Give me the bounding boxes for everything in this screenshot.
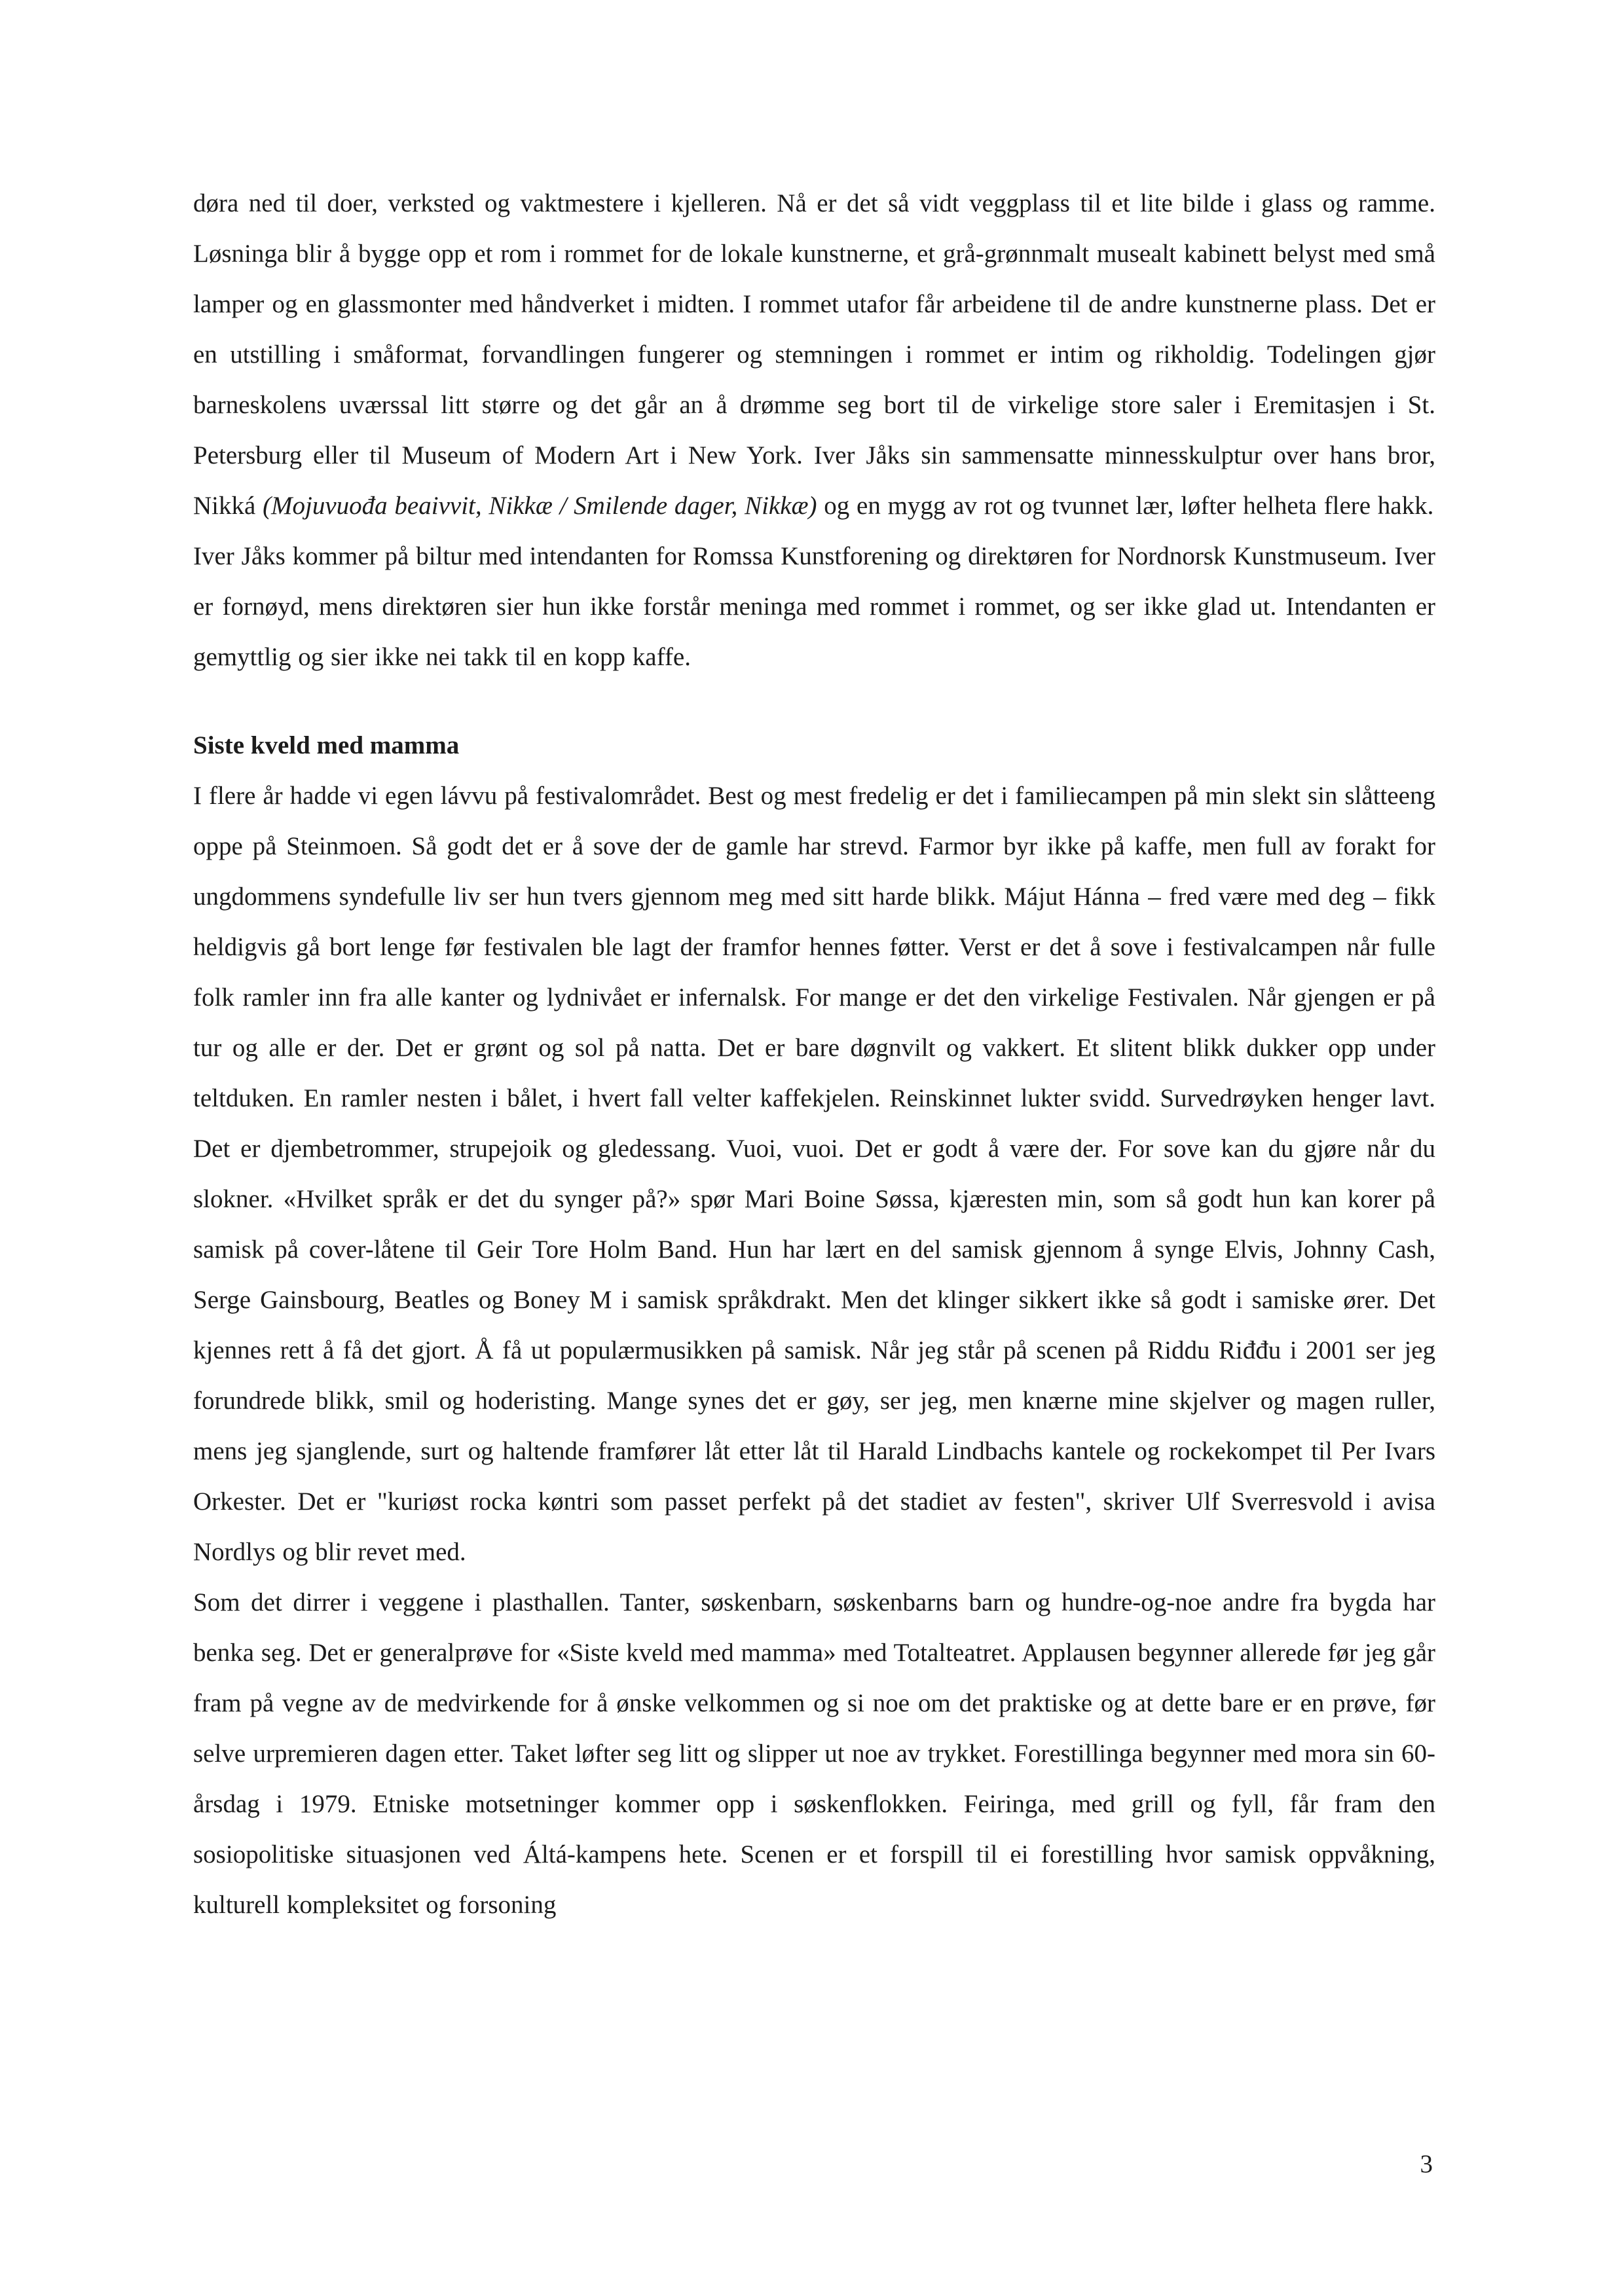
page-number: 3 [1420,2150,1433,2178]
paragraph: Iver Jåks kommer på biltur med intendanten for Romssa Kunstforening og direktøren for Nordnorsk Kunstmuseum. Iver er fornøyd, mens direktøren sier hun ikke forstår meninga med rommet i rommet, og ser ikke glad ut. Intendanten er gemyttlig og sier ikke nei takk til en kopp kaffe. [193,542,1435,671]
paragraph-text: og en mygg av rot og tvunnet lær, løfter helheta flere hakk. [817,492,1434,520]
paragraph: I flere år hadde vi egen lávvu på festivalområdet. Best og mest fredelig er det i familiecampen på min slekt sin slåtteeng oppe på Steinmoen. Så godt det er å sove der de gamle har strevd. Farmor byr ikke på kaffe, men full av forakt for ungdommens syndefulle liv ser hun tvers gjennom meg med sitt harde blikk. Májut Hánna – fred være med deg – fikk heldigvis gå bort lenge før festivalen ble lagt der framfor hennes føtter. Verst er det å sove i festivalcampen når fulle folk ramler inn fra alle kanter og lydnivået er infernalsk. For mange er det den virkelige Festivalen. Når gjengen er på tur og alle er der. Det er grønt og sol på natta. Det er bare døgnvilt og vakkert. Et slitent blikk dukker opp under teltduken. En ramler nesten i bålet, i hvert fall velter kaffekjelen. Reinskinnet lukter svidd. Survedrøyken henger lavt. Det er djembetrommer, strupejoik og gledessang. Vuoi, vuoi. Det er godt å være der. For sove kan du gjøre når du slokner. «Hvilket språk er det du synger på?» spør Mari Boine Søssa, kjæresten min, som så godt hun kan korer på samisk på cover-låtene til Geir Tore Holm Band. Hun har lært en del samisk gjennom å synge Elvis, Johnny Cash, Serge Gainsbourg, Beatles og Boney M i samisk språkdrakt. Men det klinger sikkert ikke så godt i samiske ører. Det kjennes rett å få det gjort. Å få ut populærmusikken på samisk. Når jeg står på scenen på Riddu Riđđu i 2001 ser jeg forundrede blikk, smil og hoderisting. Mange synes det er gøy, ser jeg, men knærne mine skjelver og magen ruller, mens jeg sjanglende, surt og haltende framfører låt etter låt til Harald Lindbachs kantele og rockekompet til Per Ivars Orkester. Det er "kuriøst rocka køntri som passet perfekt på det stadiet av festen", skriver Ulf Sverresvold i avisa Nordlys og blir revet med. [193,782,1435,1566]
paragraph [193,178,1435,531]
section-heading: Siste kveld med mamma [193,731,460,759]
paragraph-text: døra ned til doer, verksted og vaktmestere i kjelleren. Nå er det så vidt veggplass til et lite bilde i glass og ramme. Løsninga blir å bygge opp et rom i rommet for de lokale kunstnerne, et grå-grønnmalt musealt kabinett belyst med små lamper og en glassmonter med håndverket i midten. I rommet utafor får arbeidene til de andre kunstnerne plass. Det er en utstilling i småformat, forvandlingen fungerer og stemningen i rommet er intim og rikholdig. Todelingen gjør barneskolens uværssal litt større og det går an å drømme seg bort til de virkelige store saler i Eremitasjen i St. Petersburg eller til Museum of Modern Art i New York. Iver Jåks sin sammensatte minnesskulptur over hans bror, Nikká [193,189,1435,520]
paragraph: Som det dirrer i veggene i plasthallen. Tanter, søskenbarn, søskenbarns barn og hundre-og-noe andre fra bygda har benka seg. Det er generalprøve for «Siste kveld med mamma» med Totalteatret. Applausen begynner allerede før jeg går fram på vegne av de medvirkende for å ønske velkommen og si noe om det praktiske og at dette bare er en prøve, før selve urpremieren dagen etter. Taket løfter seg litt og slipper ut noe av trykket. Forestillinga begynner med mora sin 60-årsdag i 1979. Etniske motsetninger kommer opp i søskenflokken. Feiringa, med grill og fyll, får fram den sosiopolitiske situasjonen ved Áltá-kampens hete. Scenen er et forspill til ei forestilling hvor samisk oppvåkning, kulturell kompleksitet og forsoning [193,1588,1435,1919]
body-text [193,178,1435,1930]
artwork-title-italic: (Mojuvuođa beaivvit, Nikkæ / Smilende dager, Nikkæ) [263,492,817,520]
